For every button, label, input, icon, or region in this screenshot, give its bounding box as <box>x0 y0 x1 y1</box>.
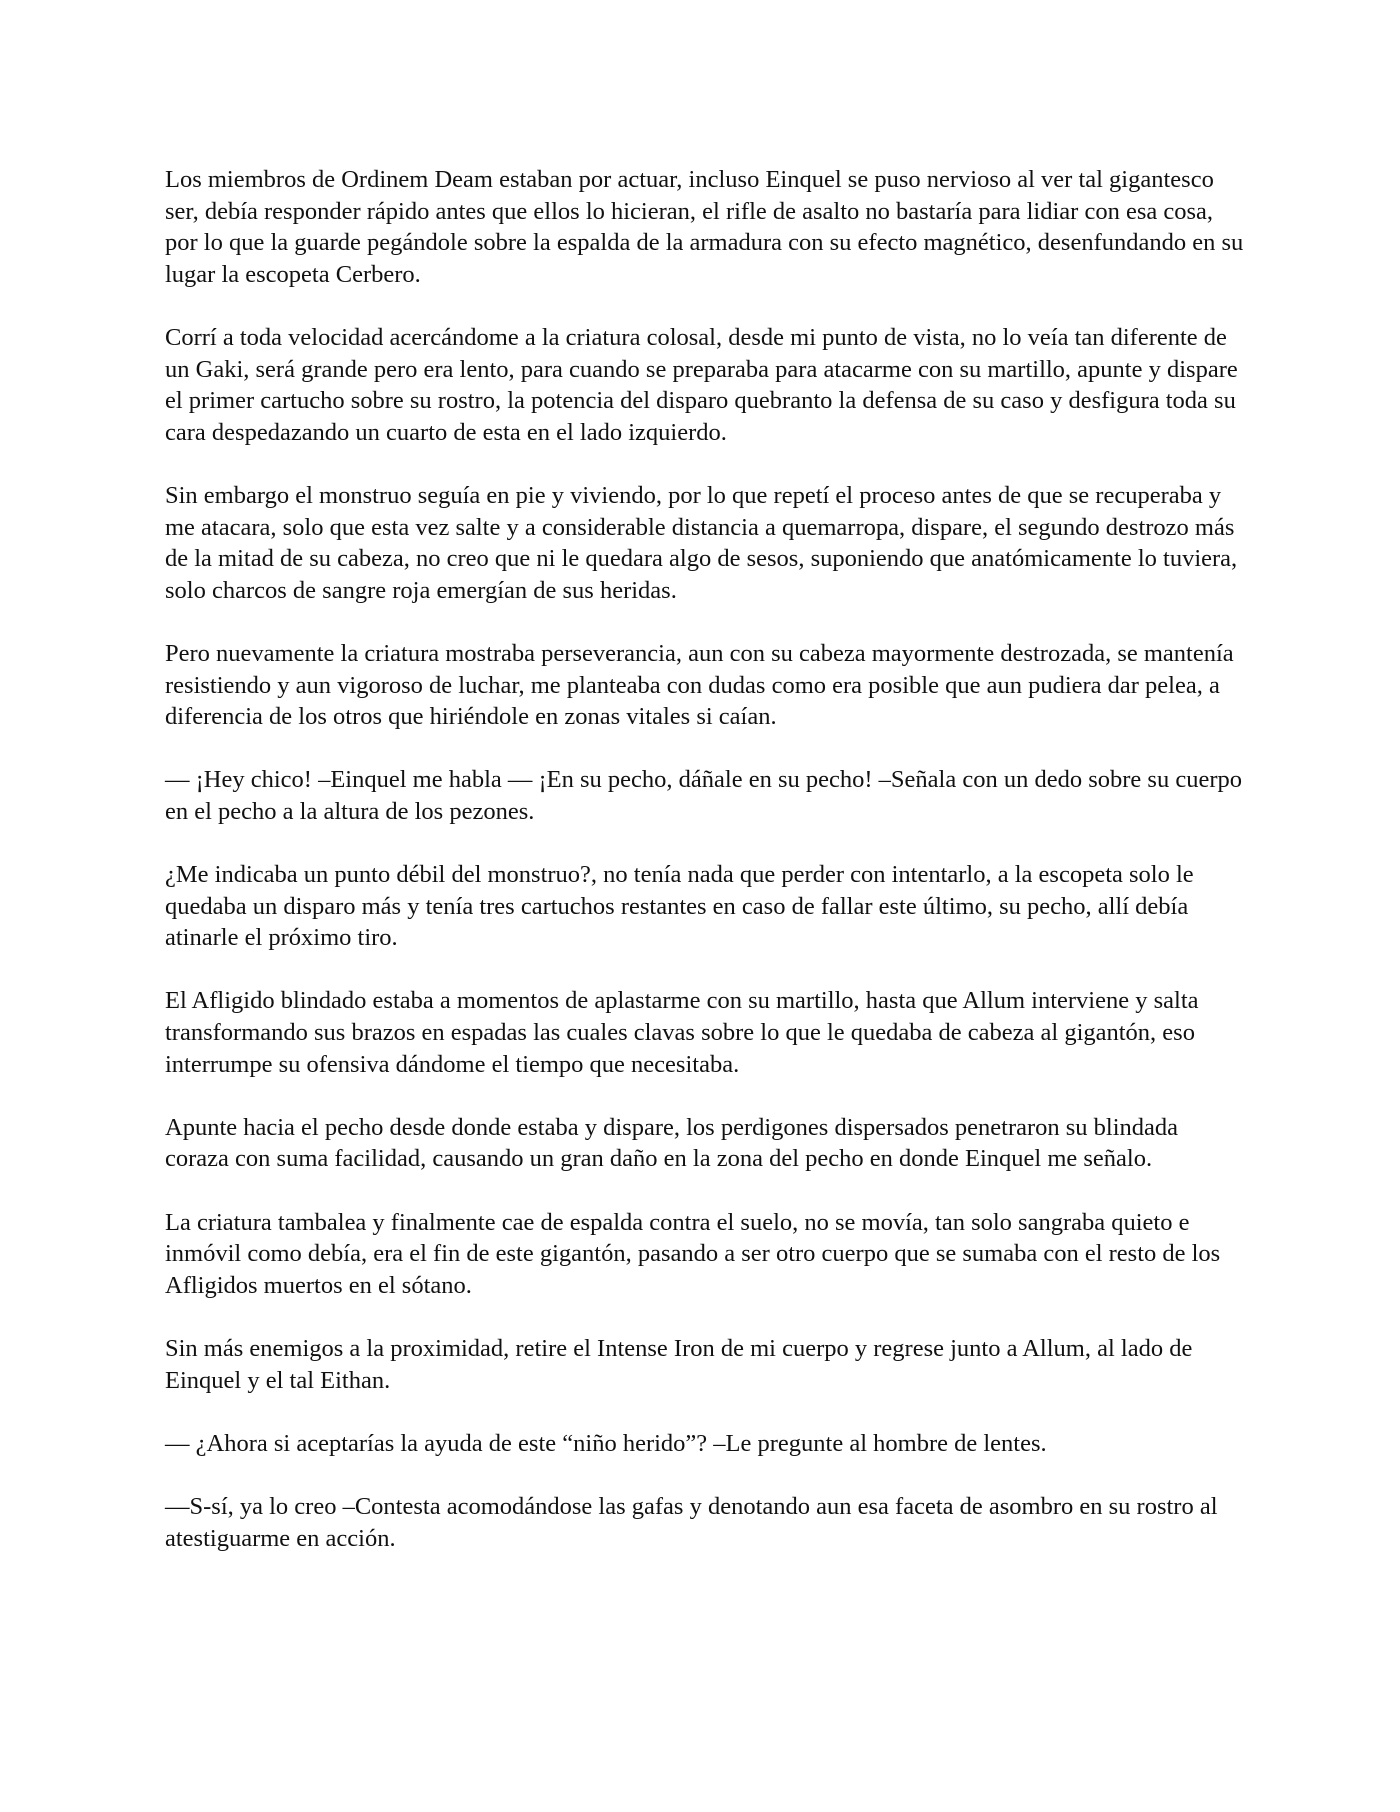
paragraph-3: Sin embargo el monstruo seguía en pie y viviendo, por lo que repetí el proceso antes de que se recuperaba y me atacara, solo que esta vez salte y a considerable distancia a quemarropa, dispare, el segundo destrozo más de la mitad de su cabeza, no creo que ni le quedara algo de sesos, suponiendo que anatómicamente lo tuviera, solo charcos de sangre roja emergían de sus heridas. <box>165 481 1238 604</box>
paragraph-6: ¿Me indicaba un punto débil del monstruo?, no tenía nada que perder con intentarlo, a la escopeta solo le quedaba un disparo más y tenía tres cartuchos restantes en caso de fallar este último, su pecho, allí debía atinarle el próximo tiro. <box>165 861 1194 952</box>
paragraph-4: Pero nuevamente la criatura mostraba perseverancia, aun con su cabeza mayormente destrozada, se mantenía resistiendo y aun vigoroso de luchar, me planteaba con dudas como era posible que aun pudiera dar pelea, a diferencia de los otros que hiriéndole en zonas vitales si caían. <box>165 639 1234 731</box>
paragraph-5: — ¡Hey chico! –Einquel me habla — ¡En su pecho, dáñale en su pecho! –Señala con un dedo sobre su cuerpo en el pecho a la altura de los pezones. <box>165 766 1242 825</box>
paragraph-9: La criatura tambalea y finalmente cae de espalda contra el suelo, no se movía, tan solo sangraba quieto e inmóvil como debía, era el fin de este gigantón, pasando a ser otro cuerpo que se sumaba con el resto de los Afligidos muertos en el sótano. <box>165 1208 1221 1299</box>
paragraph-8: Apunte hacia el pecho desde donde estaba y dispare, los perdigones dispersados penetraron su blindada coraza con suma facilidad, causando un gran daño en la zona del pecho en donde Einquel me señalo. <box>165 1113 1179 1173</box>
paragraph-1: Los miembros de Ordinem Deam estaban por actuar, incluso Einquel se puso nervioso al ver tal gigantesco ser, debía responder rápido antes que ellos lo hicieran, el rifle de asalto no bastaría para lidiar con esa cosa, por lo que la guarde pegándole sobre la espalda de la armadura con su efecto magnético, desenfundando en su lugar la escopeta Cerbero. <box>165 166 1244 288</box>
paragraph-12: —S-sí, ya lo creo –Contesta acomodándose las gafas y denotando aun esa faceta de asombro en su rostro al atestiguarme en acción. <box>165 1492 1218 1552</box>
document-page <box>165 164 1245 1554</box>
paragraph-7: El Afligido blindado estaba a momentos de aplastarme con su martillo, hasta que Allum interviene y salta transformando sus brazos en espadas las cuales clavas sobre lo que le quedaba de cabeza al gigantón, eso interrumpe su ofensiva dándome el tiempo que necesitaba. <box>165 987 1199 1078</box>
paragraph-2: Corrí a toda velocidad acercándome a la criatura colosal, desde mi punto de vista, no lo veía tan diferente de un Gaki, será grande pero era lento, para cuando se preparaba para atacarme con su martillo, apunte y dispare el primer cartucho sobre su rostro, la potencia del disparo quebranto la defensa de su caso y desfigura toda su cara despedazando un cuarto de esta en el lado izquierdo. <box>165 323 1238 446</box>
paragraph-11: — ¿Ahora si aceptarías la ayuda de este “niño herido”? –Le pregunte al hombre de lentes. <box>165 1429 1047 1457</box>
paragraph-10: Sin más enemigos a la proximidad, retire el Intense Iron de mi cuerpo y regrese junto a Allum, al lado de Einquel y el tal Eithan. <box>165 1334 1193 1394</box>
